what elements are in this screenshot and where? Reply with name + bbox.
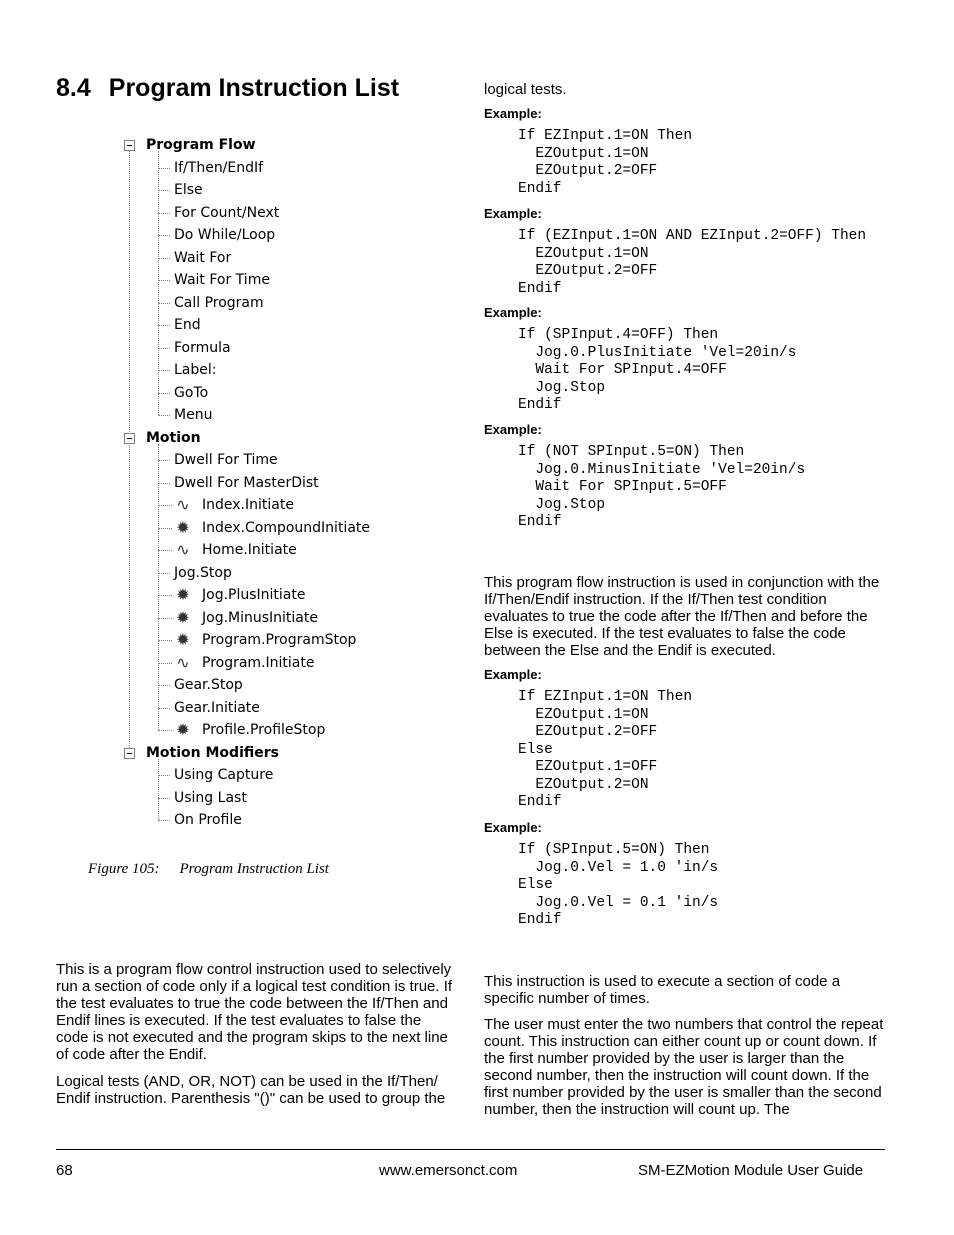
example-label: Example: xyxy=(484,667,542,682)
tree-branch-line xyxy=(158,444,159,731)
section-title: Program Instruction List xyxy=(108,74,400,102)
tree-item[interactable]: For Count/Next xyxy=(174,204,280,221)
tree-branch-stub xyxy=(158,213,170,214)
tree-item[interactable]: Label: xyxy=(174,362,217,378)
tree-item[interactable]: Wait For xyxy=(174,249,232,266)
tree-item[interactable]: Using Last xyxy=(174,789,247,806)
tree-item[interactable]: Do While/Loop xyxy=(174,227,276,243)
logical-tests-description: Logical tests (AND, OR, NOT) can be used in the If/Then/ Endif instruction. Parenthesis "()" can be used to group the xyxy=(56,1073,446,1107)
figure-caption-text: Program Instruction List xyxy=(179,861,329,877)
tree-branch-stub xyxy=(158,235,170,236)
tree-item[interactable]: GoTo xyxy=(174,384,209,401)
footer-guide-title: SM-EZMotion Module User Guide xyxy=(638,1162,864,1179)
tree-item[interactable]: End xyxy=(174,317,201,333)
tree-branch-stub xyxy=(158,460,170,461)
example-label: Example: xyxy=(484,106,542,121)
tree-item[interactable]: Index.CompoundInitiate xyxy=(202,519,371,536)
code-example-1: If EZInput.1=ON Then EZOutput.1=ON EZOutput.2=OFF Endif xyxy=(518,128,693,197)
gear-icon: ✹ xyxy=(176,630,190,649)
gear-icon: ✹ xyxy=(176,517,190,537)
tree-item[interactable]: On Profile xyxy=(174,812,242,828)
tree-branch-stub xyxy=(158,505,172,506)
tree-branch-stub xyxy=(158,528,172,529)
example-label: Example: xyxy=(484,422,542,437)
tree-branch-stub xyxy=(158,798,170,799)
tree-item[interactable]: Jog.MinusInitiate xyxy=(202,609,318,626)
tree-connector-line xyxy=(129,150,130,754)
repeat-count-description: The user must enter the two numbers that control the repeat count. This instruction can either count up or count down. If the first number provided by the user is larger than the second number, then the instruction will count down. If the first number provided by the user is smaller than the second number, then the instruction will count up. The xyxy=(484,1016,884,1118)
tree-branch-stub xyxy=(158,663,172,664)
example-label: Example: xyxy=(484,206,542,221)
figure-label: Figure 105: xyxy=(88,861,160,877)
tree-item[interactable]: Jog.PlusInitiate xyxy=(202,587,306,603)
code-example-5: If EZInput.1=ON Then EZOutput.1=ON EZOutput.2=OFF Else EZOutput.1=OFF EZOutput.2=ON Endif xyxy=(518,689,693,810)
tree-branch-stub xyxy=(158,573,170,574)
tree-branch-line xyxy=(158,759,159,821)
if-then-description: This is a program flow control instruction used to selectively run a section of code only if a logical test condition is true. If the test evaluates to true the code between the If/Then and Endif lines is executed. If the test evaluates to false the code is not executed and the program skips to the next line of code after the Endif. xyxy=(56,961,453,1063)
tree-branch-stub xyxy=(158,415,170,416)
motion-profile-icon: ∿ xyxy=(176,540,190,559)
code-example-2: If (EZInput.1=ON AND EZInput.2=OFF) Then EZOutput.1=ON EZOutput.2=OFF Endif xyxy=(518,228,867,297)
tree-branch-stub xyxy=(158,393,170,394)
tree-branch-stub xyxy=(158,685,170,686)
tree-item[interactable]: Dwell For Time xyxy=(174,452,278,468)
tree-item[interactable]: Program.ProgramStop xyxy=(202,632,357,648)
tree-item[interactable]: Call Program xyxy=(174,294,264,311)
gear-icon: ✹ xyxy=(176,720,190,739)
tree-branch-stub xyxy=(158,708,170,709)
tree-item[interactable]: Index.Initiate xyxy=(202,497,294,513)
tree-branch-stub xyxy=(158,775,170,776)
collapse-toggle-icon[interactable] xyxy=(124,140,135,151)
tree-branch-stub xyxy=(158,168,170,169)
tree-item[interactable]: Gear.Stop xyxy=(174,677,243,693)
example-label: Example: xyxy=(484,305,542,320)
tree-branch-stub xyxy=(158,190,170,191)
collapse-toggle-icon[interactable] xyxy=(124,433,135,444)
tree-branch-stub xyxy=(158,370,170,371)
logical-tests-continuation: logical tests. xyxy=(484,81,567,98)
tree-group-motion[interactable]: Motion xyxy=(146,429,201,446)
tree-item[interactable]: Gear.Initiate xyxy=(174,699,260,716)
tree-item[interactable]: Wait For Time xyxy=(174,272,270,288)
tree-branch-stub xyxy=(158,258,170,259)
tree-item[interactable]: Home.Initiate xyxy=(202,542,297,558)
tree-branch-stub xyxy=(158,595,172,596)
footer-website: www.emersonct.com xyxy=(379,1162,518,1179)
tree-branch-stub xyxy=(158,348,170,349)
tree-item[interactable]: Dwell For MasterDist xyxy=(174,474,319,491)
collapse-toggle-icon[interactable] xyxy=(124,748,135,759)
tree-branch-stub xyxy=(158,325,170,326)
code-example-3: If (SPInput.4=OFF) Then Jog.0.PlusInitiate 'Vel=20in/s Wait For SPInput.4=OFF Jog.Stop Endif xyxy=(518,327,797,413)
example-label: Example: xyxy=(484,820,542,835)
for-count-description: This instruction is used to execute a section of code a specific number of times. xyxy=(484,973,841,1007)
tree-item[interactable]: Formula xyxy=(174,339,231,356)
code-example-4: If (NOT SPInput.5=ON) Then Jog.0.MinusInitiate 'Vel=20in/s Wait For SPInput.5=OFF Jog.Stop Endif xyxy=(518,444,806,530)
footer-divider xyxy=(56,1149,885,1150)
tree-branch-stub xyxy=(158,303,170,304)
motion-profile-icon: ∿ xyxy=(176,652,190,672)
program-instruction-tree xyxy=(124,134,424,834)
tree-item[interactable]: Jog.Stop xyxy=(174,564,232,581)
section-number: 8.4 xyxy=(56,74,91,102)
tree-item[interactable]: Program.Initiate xyxy=(202,654,315,671)
tree-branch-stub xyxy=(158,483,170,484)
tree-item[interactable]: If/Then/EndIf xyxy=(174,159,264,176)
tree-branch-stub xyxy=(158,820,170,821)
page-number: 68 xyxy=(56,1162,73,1179)
tree-group-program-flow[interactable]: Program Flow xyxy=(146,137,256,153)
gear-icon: ✹ xyxy=(176,585,190,604)
tree-branch-stub xyxy=(158,618,172,619)
motion-profile-icon: ∿ xyxy=(176,495,190,514)
gear-icon: ✹ xyxy=(176,607,190,627)
section-heading xyxy=(56,74,399,103)
tree-branch-stub xyxy=(158,730,172,731)
figure-caption xyxy=(88,861,329,878)
code-example-6: If (SPInput.5=ON) Then Jog.0.Vel = 1.0 'in/s Else Jog.0.Vel = 0.1 'in/s Endif xyxy=(518,842,719,928)
tree-group-motion-modifiers[interactable]: Motion Modifiers xyxy=(146,744,279,761)
else-description: This program flow instruction is used in conjunction with the If/Then/Endif instruction. If the If/Then test condition evaluates to true the code after the If/Then and before the Else is executed. If the test evaluates to false the code between the Else and the Endif is executed. xyxy=(484,574,880,659)
tree-branch-stub xyxy=(158,550,172,551)
tree-item[interactable]: Profile.ProfileStop xyxy=(202,722,326,738)
tree-item[interactable]: Menu xyxy=(174,407,213,423)
tree-item[interactable]: Using Capture xyxy=(174,767,274,783)
tree-branch-stub xyxy=(158,640,172,641)
tree-branch-stub xyxy=(158,280,170,281)
tree-item[interactable]: Else xyxy=(174,182,203,198)
